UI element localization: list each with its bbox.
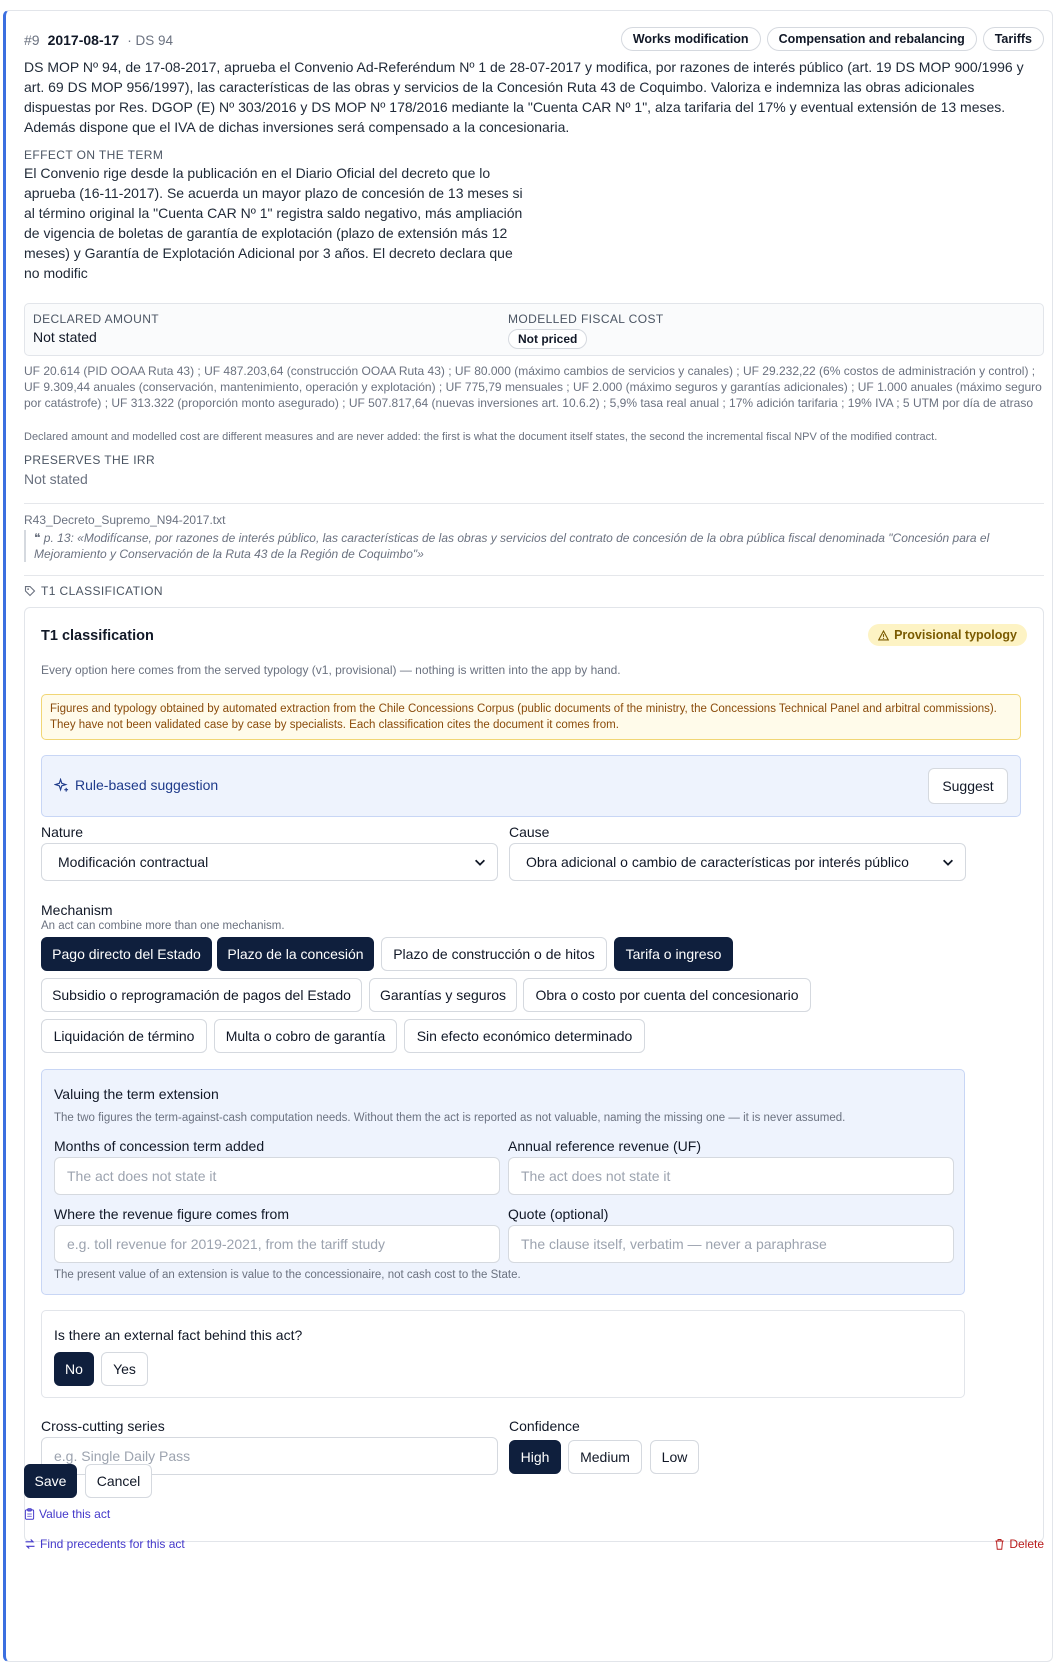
value-act-link-text: Value this act [39,1507,111,1521]
fiscal-cost [508,312,664,349]
chevron-down-icon [473,855,487,869]
cause-select[interactable] [509,843,966,881]
mechanism-chip-tarifa[interactable]: Tarifa o ingreso [614,937,733,971]
mechanism-hint: An act can combine more than one mechanism. [41,920,285,932]
amounts-note: Declared amount and modelled cost are different measures and are never added: the first is what the document itself states, the second the incremental fiscal NPV of the modified contract. [24,431,938,443]
suggestion-label [54,777,218,793]
t1-section-label: T1 CLASSIFICATION [41,584,163,598]
tag-list [621,27,1044,51]
confidence-high-button[interactable]: High [509,1440,561,1474]
delete-link-text: Delete [1009,1537,1044,1551]
sparkle-icon [54,778,69,793]
act-date: 2017-08-17 [47,32,120,48]
nature-select-value: Modificación contractual [58,854,209,870]
suggestion-box [41,755,1021,817]
effect-label: EFFECT ON THE TERM [24,148,164,162]
delete-link[interactable] [994,1537,1044,1551]
clipboard-icon [24,1508,35,1520]
mechanism-chip-pago-directo[interactable]: Pago directo del Estado [41,937,212,971]
warning-box: Figures and typology obtained by automated extraction from the Chile Concessions Corpus (public documents of the ministry, the Concessions Technical Panel and arbitral commissions). They have not been validated case by case by specialists. Each classification cites the document it comes from. [41,694,1021,740]
find-precedents-link-text: Find precedents for this act [40,1537,185,1551]
declared-amount-value: Not stated [33,329,97,345]
tag-works-modification: Works modification [621,27,761,51]
term-extension-box [41,1069,965,1295]
t1-title: T1 classification [41,628,154,644]
quote-input[interactable]: The clause itself, verbatim — never a paraphrase [508,1225,954,1263]
cause-select-value: Obra adicional o cambio de características por interés público [526,854,909,870]
divider [24,575,1044,576]
act-card [3,10,1053,1662]
nature-label: Nature [41,824,84,840]
mechanism-chip-liquidacion[interactable]: Liquidación de término [41,1019,207,1053]
irr-label: PRESERVES THE IRR [24,453,156,467]
mechanism-chip-multa[interactable]: Multa o cobro de garantía [214,1019,397,1053]
find-precedents-link[interactable] [24,1537,185,1551]
quote-icon: ❝ [34,531,44,545]
amount-box [24,303,1044,356]
source-quote-text: p. 13: «Modifícanse, por razones de interés público, las características de las obras y servicios del contrato de concesión de la obra pública fiscal denominada "Concesión para el Mejoramiento y Conservación de la Ruta 43 de la Región de Coquimbo"» [34,531,990,561]
act-ds: · DS 94 [127,32,173,48]
act-header [24,27,1044,53]
compare-arrows-icon [24,1538,36,1550]
value-act-link[interactable] [24,1507,110,1521]
revenue-source-input[interactable]: e.g. toll revenue for 2019-2021, from the tariff study [54,1225,500,1263]
declared-amount [33,312,159,345]
suggestion-label-text: Rule-based suggestion [75,777,219,793]
external-fact-yes-button[interactable]: Yes [101,1352,148,1386]
mechanism-label: Mechanism [41,902,113,918]
revenue-input[interactable]: The act does not state it [508,1157,954,1195]
mechanism-chip-obra-concesionario[interactable]: Obra o costo por cuenta del concesionario [523,978,811,1012]
tag-tariffs: Tariffs [983,27,1044,51]
revenue-label: Annual reference revenue (UF) [508,1138,701,1154]
effect-text: El Convenio rige desde la publicación en el Diario Oficial del decreto que lo aprueba (16-11-2017). Se acuerda un mayor plazo de concesión de 13 meses si al término original la "Cuenta CAR Nº 1" registra saldo negativo, más ampliación de vigencia de boletas de garantía de explotación (plazo de extensión más 12 meses) y Garantía de Explotación Adicional por 3 años. El decreto declara que no modific [24,165,523,281]
trash-icon [994,1538,1005,1550]
mechanism-chip-garantias[interactable]: Garantías y seguros [369,978,517,1012]
cancel-button[interactable]: Cancel [85,1464,152,1498]
revenue-source-label: Where the revenue figure comes from [54,1206,289,1222]
suggest-button[interactable]: Suggest [928,768,1008,804]
fiscal-cost-badge: Not priced [508,329,587,349]
uf-amounts-list: UF 20.614 (PID OOAA Ruta 43) ; UF 487.203,64 (construcción OOAA Ruta 43) ; UF 80.000 (máximo cambios de servicios y canales) ; UF 29.232,22 (6% costos de administración y control) ; UF 9.309,44 anuales (conservación, mantenimiento, operación y explotación) ; UF 775,79 mensuales ; UF 2.000 (máximo seguros y garantías adicionales) ; UF 1.000 anuales (máximo seguro por catástrofe) ; UF 313.322 (proporción monto asegurado) ; UF 507.817,64 (nuevas inversiones art. 10.6.2) ; 5,9% tasa real anual ; 17% adición tarifaria ; 19% IVA ; 5 UTM por día de atraso [24,364,1042,410]
series-input[interactable]: e.g. Single Daily Pass [41,1437,498,1475]
form-actions [24,1464,152,1498]
mechanism-chip-subsidio[interactable]: Subsidio o reprogramación de pagos del Estado [41,978,362,1012]
source-file[interactable]: R43_Decreto_Supremo_N94-2017.txt [24,513,226,527]
months-input[interactable]: The act does not state it [54,1157,500,1195]
tag-compensation: Compensation and rebalancing [767,27,977,51]
act-number: #9 [24,32,40,48]
act-summary: DS MOP Nº 94, de 17-08-2017, aprueba el Convenio Ad-Referéndum Nº 1 de 28-07-2017 y modifica, por razones de interés público (art. 19 DS MOP 900/1996 y art. 69 DS MOP 956/1997), las características de las obras y servicios de la Concesión Ruta 43 de Coquimbo. Valoriza e indemniza las obras adicionales dispuestas por Res. DGOP (E) Nº 303/2016 y DS MOP Nº 178/2016 mediante la "Cuenta CAR Nº 1", alza tarifaria del 17% y eventual extensión de 13 meses. Además dispone que el IVA de dichas inversiones será compensado a la concesionaria. [24,59,1024,135]
mechanism-chip-sin-efecto[interactable]: Sin efecto económico determinado [404,1019,645,1053]
confidence-label: Confidence [509,1418,580,1434]
chevron-down-icon [941,855,955,869]
mechanism-chip-plazo-construccion[interactable]: Plazo de construcción o de hitos [381,937,607,971]
provisional-badge [868,624,1027,646]
confidence-low-button[interactable]: Low [650,1440,699,1474]
external-fact-box [41,1310,965,1398]
months-label: Months of concession term added [54,1138,265,1154]
mechanism-chip-plazo-concesion[interactable]: Plazo de la concesión [217,937,374,971]
irr-value: Not stated [24,471,88,487]
t1-section-header [24,584,163,598]
nature-select[interactable] [41,843,498,881]
source-quote [24,530,1044,562]
fiscal-cost-label: MODELLED FISCAL COST [508,312,664,326]
t1-classification-panel [24,607,1044,1542]
t1-subtitle: Every option here comes from the served typology (v1, provisional) — nothing is written into the app by hand. [41,663,621,677]
external-fact-no-button[interactable]: No [54,1352,94,1386]
term-extension-title: Valuing the term extension [54,1086,219,1102]
quote-label: Quote (optional) [508,1206,609,1222]
tag-icon [24,585,36,597]
save-button[interactable]: Save [24,1464,77,1498]
term-extension-subtitle: The two figures the term-against-cash computation needs. Without them the act is reported as not valuable, naming the missing one — it is never assumed. [54,1112,846,1124]
external-fact-question: Is there an external fact behind this act? [54,1327,303,1343]
cause-label: Cause [509,824,550,840]
series-label: Cross-cutting series [41,1418,165,1434]
declared-amount-label: DECLARED AMOUNT [33,312,160,326]
provisional-badge-label: Provisional typology [894,628,1017,642]
warning-icon [878,630,889,641]
divider [24,503,1044,504]
term-extension-note: The present value of an extension is value to the concessionaire, not cash cost to the State. [54,1269,521,1281]
confidence-medium-button[interactable]: Medium [568,1440,642,1474]
